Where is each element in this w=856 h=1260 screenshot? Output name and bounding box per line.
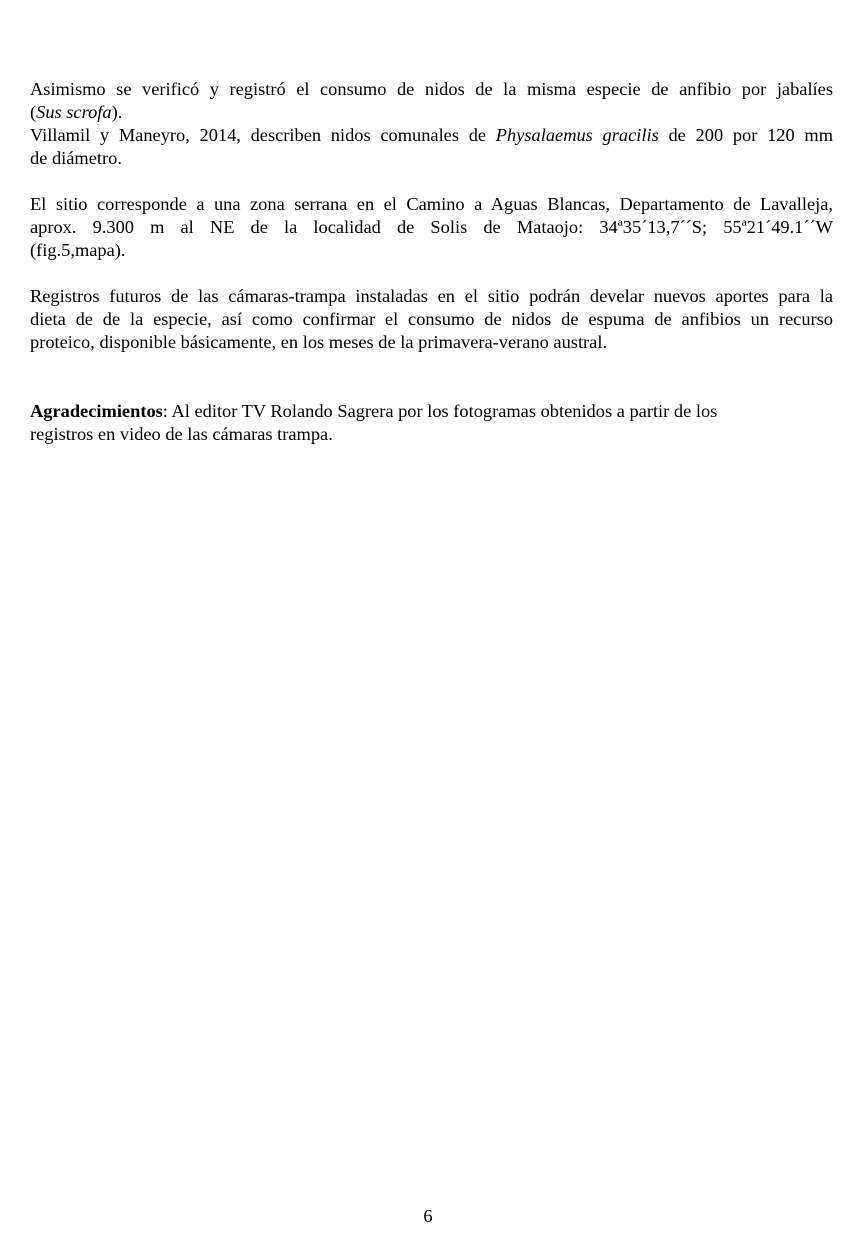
paragraph-nidos-comunales <box>30 124 833 170</box>
text-run: Asimismo se verificó y registró el consumo de nidos de la misma especie de anfibio por jabalíes <box>30 79 833 99</box>
text-run: El sitio corresponde a una zona serrana en el Camino a Aguas Blancas, Departamento de Lavalleja, <box>30 194 833 214</box>
text-line <box>30 101 833 124</box>
species-name: Sus scrofa <box>36 102 112 122</box>
paragraph-spacer <box>30 354 833 400</box>
text-run: proteico, disponible básicamente, en los meses de la primavera-verano austral. <box>30 332 608 352</box>
text-line <box>30 216 833 239</box>
paragraph-registros-futuros <box>30 285 833 354</box>
text-line <box>30 78 833 101</box>
paragraph-spacer <box>30 170 833 193</box>
text-line <box>30 400 833 423</box>
text-line <box>30 331 833 354</box>
text-run: : Al editor TV Rolando Sagrera por los fotogramas obtenidos a partir de los <box>162 401 718 421</box>
text-run: (fig.5,mapa). <box>30 240 126 260</box>
text-run: de 200 por 120 mm <box>658 125 833 145</box>
text-run: ( <box>30 102 37 122</box>
text-line <box>30 147 833 170</box>
text-run: ). <box>111 102 123 122</box>
paragraph-spacer <box>30 262 833 285</box>
text-run: Villamil y Maneyro, 2014, describen nidos comunales de <box>30 125 496 145</box>
page-body <box>30 78 833 446</box>
text-line <box>30 285 833 308</box>
text-run: dieta de de la especie, así como confirmar el consumo de nidos de espuma de anfibios un recurso <box>30 309 833 329</box>
page-number: 6 <box>423 1206 433 1226</box>
text-run: de diámetro. <box>30 148 122 168</box>
acknowledgements-heading: Agradecimientos <box>30 401 163 421</box>
text-line <box>30 124 833 147</box>
text-run: aprox. 9.300 m al NE de la localidad de Solis de Mataojo: 34ª35´13,7´´S; 55ª21´49.1´´W <box>30 217 833 237</box>
text-run: Registros futuros de las cámaras-trampa instaladas en el sitio podrán develar nuevos aportes para la <box>30 286 833 306</box>
text-run: registros en video de las cámaras trampa. <box>30 424 333 444</box>
paragraph-agradecimientos <box>30 400 833 446</box>
text-line <box>30 193 833 216</box>
paragraph-sitio <box>30 193 833 262</box>
species-name: Physalaemus gracilis <box>495 125 659 145</box>
text-line <box>30 239 833 262</box>
text-line <box>30 423 833 446</box>
paragraph-jabalies <box>30 78 833 124</box>
text-line <box>30 308 833 331</box>
